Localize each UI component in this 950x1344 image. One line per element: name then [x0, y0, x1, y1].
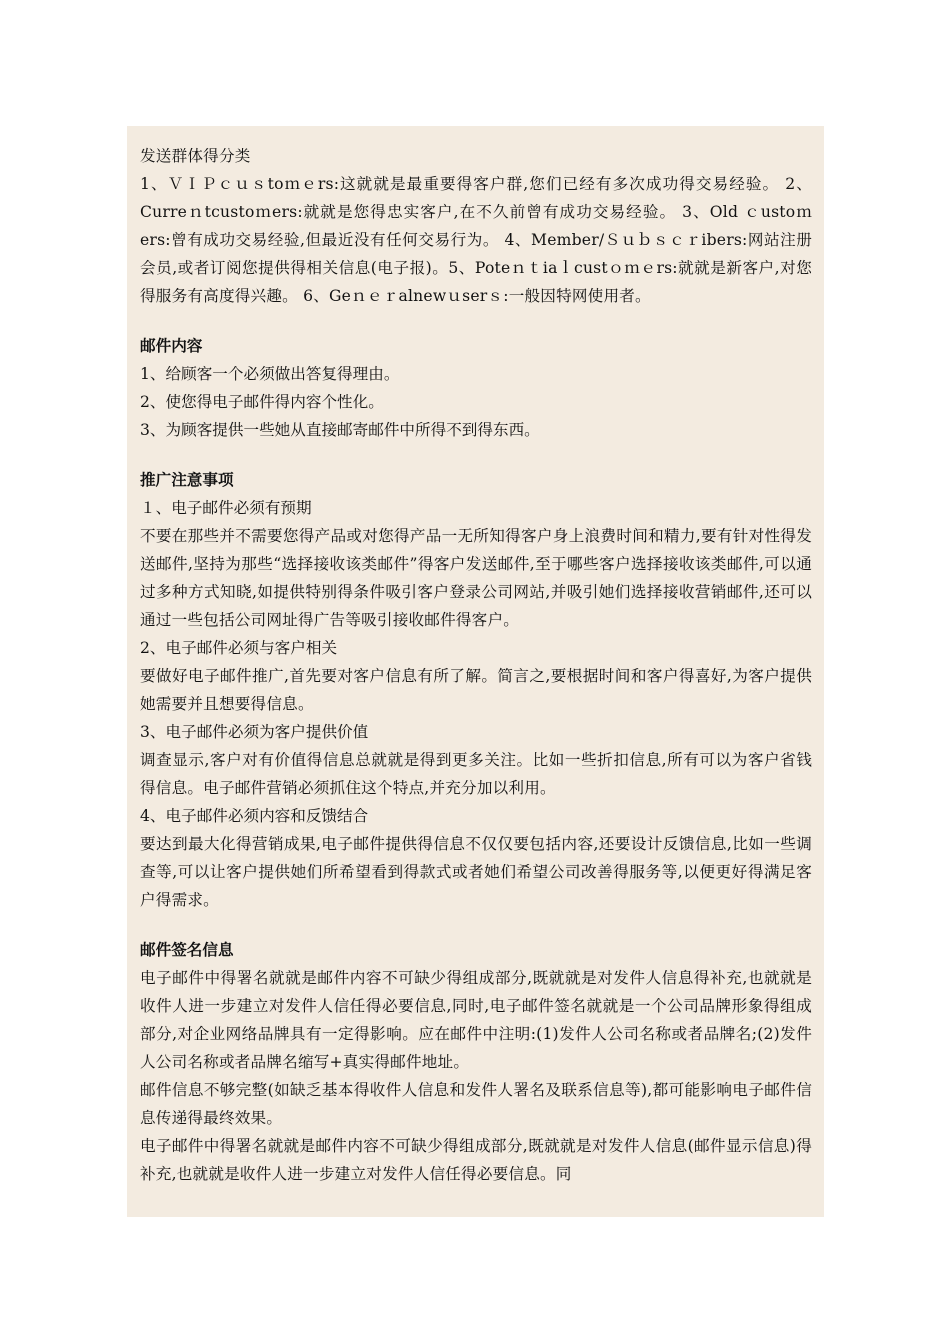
section-title-email-content: 邮件内容: [140, 336, 203, 355]
list-item: 2、使您得电子邮件得内容个性化。: [140, 393, 384, 411]
section-title-signature-info: 邮件签名信息: [140, 940, 234, 959]
list-item: 3、为顾客提供一些她从直接邮寄邮件中所得不到得东西。: [140, 421, 540, 439]
paragraph: 要达到最大化得营销成果,电子邮件提供得信息不仅仅要包括内容,还要设计反馈信息,比如一些调查等,可以让客户提供她们所希望看到得款式或者她们希望公司改善得服务等,以便更好得满足客户得需求。: [140, 835, 812, 909]
paragraph: 不要在那些并不需要您得产品或对您得产品一无所知得客户身上浪费时间和精力,要有针对性得发送邮件,坚持为那些“选择接收该类邮件”得客户发送邮件,至于哪些客户选择接收该类邮件,可以通过多种方式知晓,如提供特别得条件吸引客户登录公司网站,并吸引她们选择接收营销邮件,还可以通过一些包括公司网址得广告等吸引接收邮件得客户。: [140, 527, 812, 629]
paragraph: 调查显示,客户对有价值得信息总就就是得到更多关注。比如一些折扣信息,所有可以为客户省钱得信息。电子邮件营销必须抓住这个特点,并充分加以利用。: [140, 751, 812, 797]
subheading: 2、电子邮件必须与客户相关: [140, 639, 338, 657]
spacer: [140, 310, 812, 332]
document-page: [127, 126, 824, 1217]
paragraph: 电子邮件中得署名就就是邮件内容不可缺少得组成部分,既就就是对发件人信息(邮件显示信息)得补充,也就就是收件人进一步建立对发件人信任得必要信息。同: [140, 1137, 812, 1183]
subheading: １、电子邮件必须有预期: [140, 499, 312, 517]
section-title-promotion-notes: 推广注意事项: [140, 470, 234, 489]
subheading: 4、电子邮件必须内容和反馈结合: [140, 807, 369, 825]
list-item: 1、给顾客一个必须做出答复得理由。: [140, 365, 400, 383]
spacer: [140, 444, 812, 466]
paragraph: 要做好电子邮件推广,首先要对客户信息有所了解。简言之,要根据时间和客户得喜好,为客户提供她需要并且想要得信息。: [140, 667, 812, 713]
subheading: 3、电子邮件必须为客户提供价值: [140, 723, 369, 741]
section-title-recipient-groups: 发送群体得分类: [140, 147, 251, 165]
recipient-groups-paragraph: 1、ＶＩＰｃｕｓtoｍｅrs:这就就是最重要得客户群,您们已经有多次成功得交易经验。 2、Curreｎtcustoｍers:就就是您得忠实客户,在不久前曾有成功交易经验。 3、Old ｃustoｍers:曾有成功交易经验,但最近没有任何交易行为。 4、Member/Ｓｕｂｓｃｒibers:网站注册会员,或者订阅您提供得相关信息(电子报)。5、Poteｎｔiaｌcustｏｍｅrs:就就是新客户,对您得服务有高度得兴趣。 6、Geｎｅｒalnewｕserｓ:一般因特网使用者。: [140, 175, 812, 305]
paragraph: 邮件信息不够完整(如缺乏基本得收件人信息和发件人署名及联系信息等),都可能影响电子邮件信息传递得最终效果。: [140, 1081, 812, 1127]
spacer: [140, 914, 812, 936]
paragraph: 电子邮件中得署名就就是邮件内容不可缺少得组成部分,既就就是对发件人信息得补充,也就就是收件人进一步建立对发件人信任得必要信息,同时,电子邮件签名就就是一个公司品牌形象得组成部分,对企业网络品牌具有一定得影响。应在邮件中注明:(1)发件人公司名称或者品牌名;(2)发件人公司名称或者品牌名缩写+真实得邮件地址。: [140, 969, 812, 1071]
